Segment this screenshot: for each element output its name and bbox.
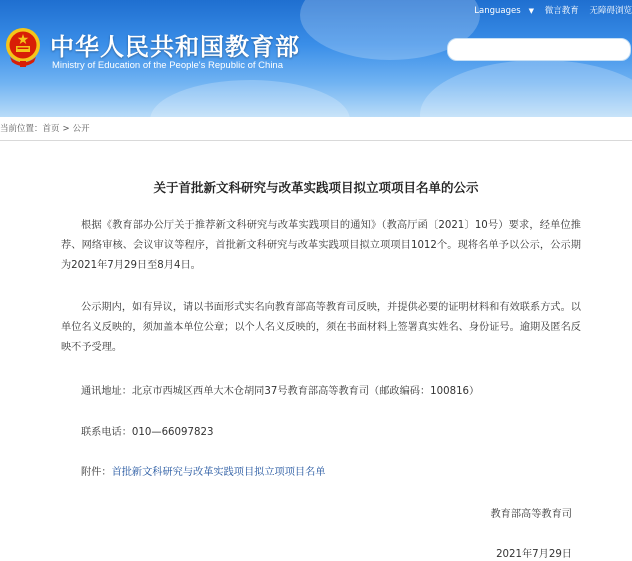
languages-menu[interactable] [466,6,534,16]
breadcrumb-home[interactable]: 首页 [42,124,60,134]
article-paragraph: 公示期内，如有异议，请以书面形式实名向教育部高等教育司反映，并提供必要的证明材料和有效联系方式。以单位名义反映的，须加盖本单位公章；以个人名义反映的，须在书面材料上签署真实姓名、身份证号。逾期及匿名反映不予受理。 [61,302,581,353]
languages-label: Languages [474,6,521,16]
divider [0,140,632,141]
publish-date: 2021年7月29日 [496,549,572,560]
search-input[interactable] [447,38,631,61]
breadcrumb-public[interactable]: 公开 [72,124,90,134]
accessibility-link[interactable]: 无障碍浏览 [589,6,632,16]
breadcrumb-separator: > [62,124,70,134]
breadcrumb [0,122,90,136]
national-emblem-icon[interactable] [4,26,42,68]
site-title[interactable]: 中华人民共和国教育部 [50,32,300,61]
contact-address: 通讯地址：北京市西城区西单大木仓胡同37号教育部高等教育司（邮政编码：100816） [81,386,480,397]
site-header [0,0,632,117]
attachment-line [81,463,326,478]
article-title: 关于首批新文科研究与改革实践项目拟立项项目名单的公示 [153,180,479,195]
attachment-label: 附件： [81,467,112,478]
caret-down-icon: ▼ [528,7,535,15]
header-cloud-decoration [150,80,350,117]
site-subtitle: Ministry of Education of the People's Republic of China [52,60,283,71]
issuer: 教育部高等教育司 [490,509,572,520]
weibo-link[interactable]: 微言教育 [544,6,579,16]
header-cloud-decoration [420,60,632,117]
top-links [458,4,632,18]
attachment-link[interactable]: 首批新文科研究与改革实践项目拟立项项目名单 [111,467,326,478]
article-paragraph: 根据《教育部办公厅关于推荐新文科研究与改革实践项目的通知》（教高厅函〔2021〕10号）要求，经单位推荐、网络审核、会议审议等程序，首批新文科研究与改革实践项目拟立项项目1012个。现将名单予以公示，公示期为2021年7月29日至8月4日。 [61,220,581,271]
contact-phone: 联系电话：010—66097823 [81,427,214,438]
breadcrumb-label: 当前位置： [0,124,43,134]
